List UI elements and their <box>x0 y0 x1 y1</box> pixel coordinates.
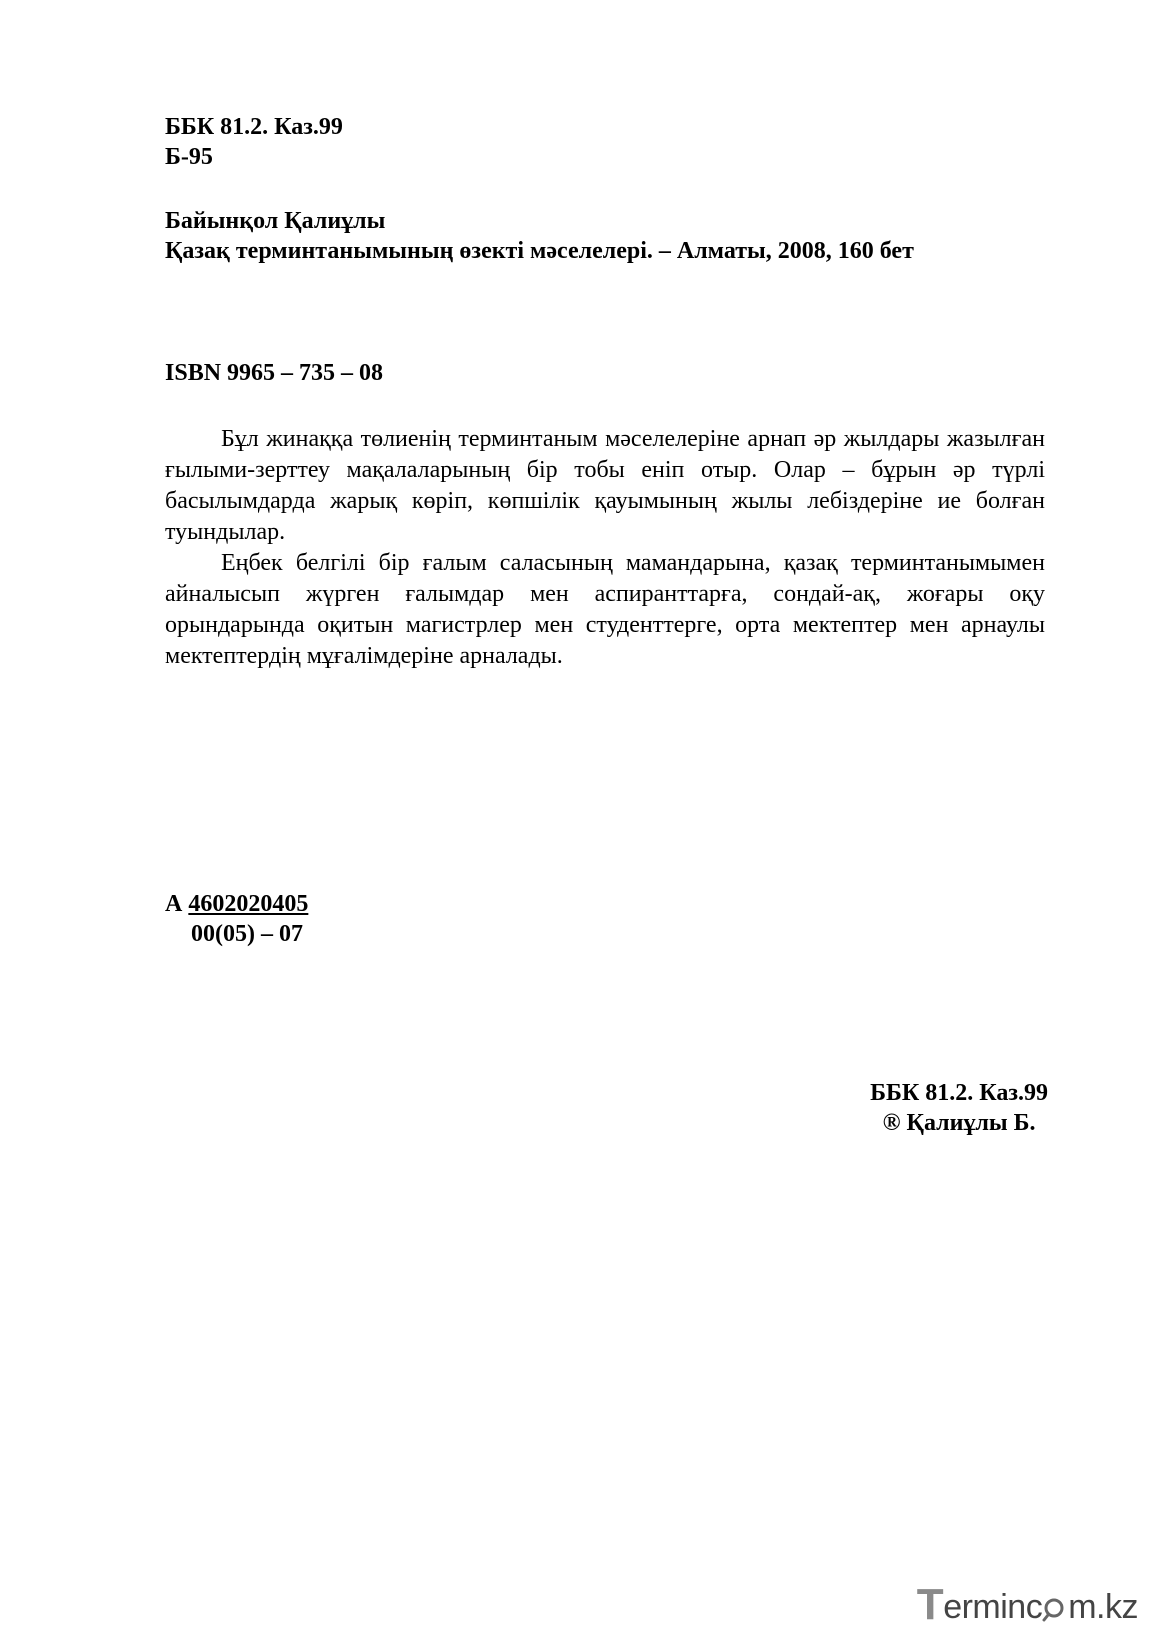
watermark-t: T <box>916 1580 944 1629</box>
publication-index <box>165 889 308 949</box>
copyright-block <box>870 1078 1048 1138</box>
isbn: ISBN 9965 – 735 – 08 <box>165 360 384 386</box>
index-code: 4602020405 <box>188 891 309 917</box>
copyright-udc: ББК 81.2. Каз.99 <box>870 1080 1048 1106</box>
book-title: Қазақ терминтанымының өзекті мәселелері. – Алматы, 2008, 160 бет <box>165 238 914 264</box>
copyright-owner: ® Қалиұлы Б. <box>882 1110 1036 1136</box>
index-prefix: А <box>165 891 183 917</box>
annotation-paragraph-2: Еңбек белгілі бір ғалым саласының мамандарына, қазақ терминтанымымен айналысып жүрген ғалымдар мен аспиранттарға, сондай-ақ, жоғары оқу орындарында оқитын магистрлер мен студенттерге, орта мектептер мен арнаулы мектептердің мұғалімдеріне арналады. <box>165 550 1045 669</box>
udc-code: ББК 81.2. Каз.99 <box>165 114 343 140</box>
annotation <box>165 424 1045 672</box>
annotation-paragraph-1: Бұл жинаққа төлиенің терминтаным мәселелеріне арнап әр жылдары жазылған ғылыми-зерттеу мақалаларының бір тобы еніп отыр. Олар – бұрын әр түрлі басылымдарда жарық көріп, көпшілік қауымының жылы лебіздеріне ие болған туындылар. <box>165 426 1045 545</box>
watermark-text-2: m.kz <box>1068 1588 1138 1626</box>
udc-block <box>165 112 343 172</box>
index-line-2: 00(05) – 07 <box>191 921 303 947</box>
author-mark: Б-95 <box>165 144 213 170</box>
magnifier-icon <box>1042 1595 1068 1625</box>
watermark-text-1: erminc <box>943 1588 1043 1626</box>
author-block <box>165 206 914 266</box>
author-name: Байынқол Қалиұлы <box>165 208 386 234</box>
watermark-logo <box>916 1580 1138 1629</box>
index-line-1 <box>165 889 308 919</box>
